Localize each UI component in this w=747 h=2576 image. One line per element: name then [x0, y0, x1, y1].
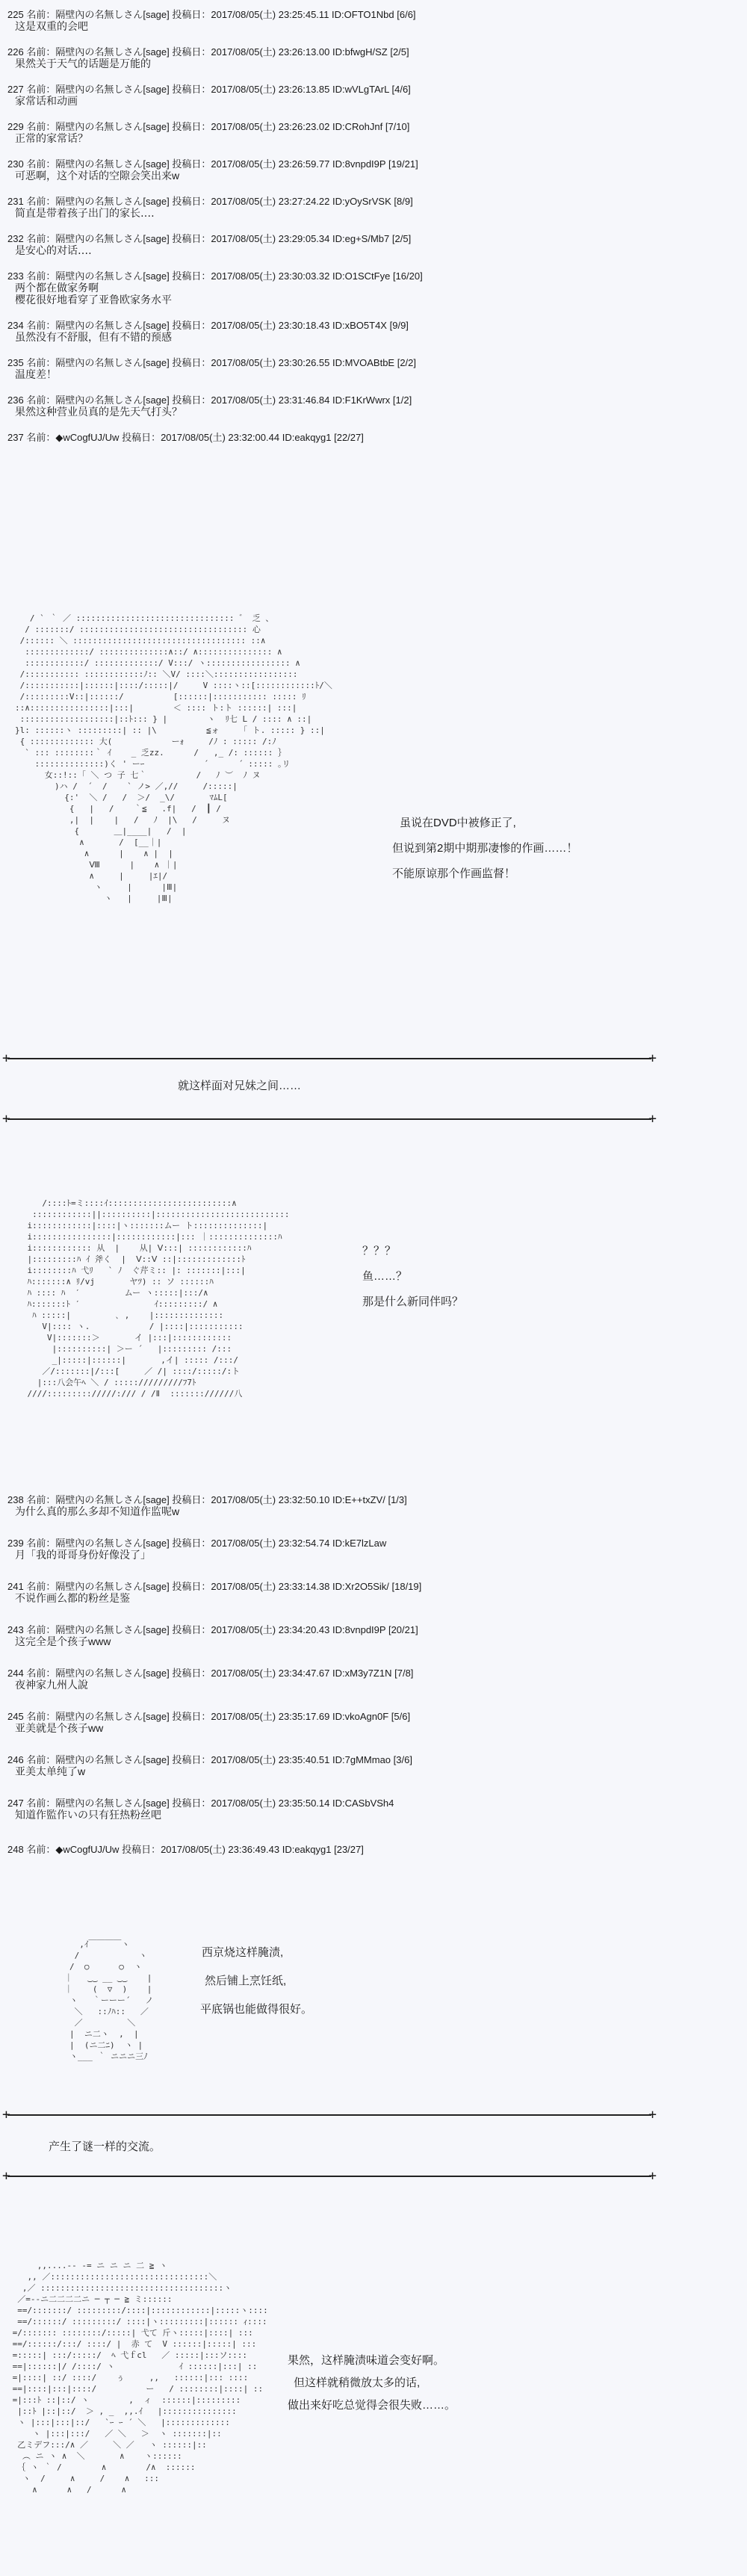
ascii-art-character: / ` ｀ ／ :::::::::::::::::::::::::::::::: ゛ 乏 、 / :::::::/ :::::::::::::::::::::::::::::::::: 心 /:::::: ＼ ::::::::::::::::::::::::::::::::::: ::∧ :::::::::::::/ ::::::::::::::∧::/ ∧::::::::::::::: ∧ ::::::::::::/ :::::::::::::/ V:::/ ヽ::::::::::::::::: ∧ /::::::::::: ::::::::::::ﾉ:: ＼V/ ::::＼::::::::::::::::: /:::::::::::|::::::|::::/:::::|/ V ::::ヽ::[::::::::::::ﾄ/＼ /:::::::::V::|::::::/ [::::::|::::::::::: ::::: ﾘ ::∧::::::::::::::::|:::| ＜ :::: ト:ト ::::::| :::| :::::::::::::::::::|::ﾄ::: } | ヽ ﾘ七 L / :::: ∧ ::| }l: ::::::ヽ :::::::::| :: |\ ≦ォ 「 ト. ::::: } ::| { ::::::::::::: 大( ーｫ /ﾉ : ::::: /:ﾉ ` ::: ::::::::｀ ｲ _ 乏zz. / ,_ /: :::::: ｝ ::::::::::::::)く ' ーｰ ´ ´ ::::: ｡リ 女::!::「 ＼ つ 子 七｀ / ﾉ ︶ ﾉ ヌ )ハ / ´ / ` ノ> ／,// /:::::| {:' ＼ / / ＞/ _\/ ﾏﾑL[ { | / ｀≦ .f| / ┃ / ,| | | / ﾉ |\ / ヌ { ＿|____| / | ∧ / [__｜| ∧ | ∧ | | Ⅷ | ∧ ｜| ∧ | |ｴ|/ ヽ | |Ⅲ| ヽ | |Ⅲ| [15, 613, 332, 903]
narration: 就这样面对兄妹之间…… [178, 1080, 302, 1092]
comment [7, 158, 418, 182]
comment [7, 1711, 410, 1734]
dialogue-line: 那是什么新同伴吗？ [362, 1295, 464, 1308]
poster-id[interactable]: ID:CASbVSh4 [332, 1798, 394, 1809]
dialogue-line: 西京烧这样腌渍, [202, 1946, 284, 1959]
post-count: [18/19] [391, 1581, 422, 1592]
poster-name[interactable]: 名前：隔壁內の名無しさん[sage] [26, 1538, 170, 1549]
comment [7, 233, 411, 256]
poster-id[interactable]: ID:Xr2O5Sik/ [332, 1581, 389, 1592]
comment-body: 亚美太单纯了w [15, 1765, 86, 1777]
poster-name[interactable]: 名前：隔壁內の名無しさん[sage] [26, 1494, 170, 1505]
post-number[interactable]: 234 [7, 320, 24, 331]
post-date: 投稿日：2017/08/05(土) 23:30:26.55 [172, 357, 330, 368]
post-number[interactable]: 225 [7, 9, 24, 20]
scene-divider [7, 2176, 651, 2177]
post-count: [7/10] [385, 121, 410, 132]
poster-id[interactable]: ID:kE7lzLaw [332, 1538, 387, 1549]
post-count: [2/5] [391, 233, 412, 244]
post-number[interactable]: 235 [7, 357, 24, 368]
comment [7, 1668, 413, 1691]
comment-header [7, 394, 412, 406]
comment-header [7, 1624, 418, 1635]
comment-header [7, 1581, 421, 1592]
post-count: [2/2] [397, 357, 417, 368]
post-count: [20/21] [388, 1624, 418, 1635]
post-number[interactable]: 229 [7, 121, 24, 132]
comment-header [7, 432, 364, 443]
comment-header [7, 1754, 412, 1765]
comment-header [7, 46, 409, 58]
post-number[interactable]: 241 [7, 1581, 24, 1592]
comment-body: 夜神家九州人說 [15, 1679, 88, 1691]
post-date: 投稿日：2017/08/05(土) 23:26:13.85 [172, 84, 330, 95]
dialogue [288, 2350, 456, 2417]
comment-header [7, 233, 411, 244]
poster-name[interactable]: 名前：隔壁內の名無しさん[sage] [26, 270, 170, 282]
scene-divider [7, 2114, 651, 2116]
post-date: 投稿日：2017/08/05(土) 23:26:13.00 [172, 46, 330, 58]
poster-id[interactable]: ID:E++txZV/ [332, 1494, 385, 1505]
post-date: 投稿日：2017/08/05(土) 23:35:17.69 [172, 1711, 330, 1722]
comment-body: 可恶啊，这个对话的空隙会笑出来w [15, 170, 180, 182]
ascii-art-character: ,,....-‐ ‐= ニ ニ ニ 二 ≧ ヽ ,, ／::::::::::::::::::::::::::::::::＼ ,／ :::::::::::::::::::::::::::::::::::::ヽ ／=‐‐ニ二二二二ニ ─ ┬ ─ ≧ ミ:::::: ==/:::::::/ :::::::::/::::|::::::::::::|:::::ヽ:::: ==/::::::/ :::::::::/ ::::|ヽ:::::::::|:::::: ｨ:::: =/::::::: ::::::::/:::::| 弋て 斤ヽ:::::|::::| ::: ==/::::::/:::/ ::::/ | 赤 て V ::::::|:::::| ::: =:::::| :::/:::::/ ﾍ 弋ｆcl ／ :::::|:::ソ:::: ==|::::::|/ /::::/ ヽ ｲ ::::::|:::| :: =|::::| ::/ ::::/ ぅ ,, ::::::|::: :::: ==|::::|:::|::::/ ー / ::::::::|::::| :: =|:::ﾄ ::|::/ ヽ , ィ ::::::|::::::::: |::ﾄ |::|::/ ＞ , _ ,,.ｲ |::::::::::::::: ヽ |:::|:::|::/ `ｰ ｰ ´ ＼ |::::::::::::: ヽ |:::|:::/ ／ ＼ ＞ ヽ :::::::|:: 乙ミデフ:::/∧ ／ ＼ ／ ヽ ::::::|:: ︵ ニ ヽ ∧ ＼ ∧ ヽ:::::: ｛ ヽ ｀ / ∧ /∧ :::::: ヽ / ∧ / ∧ ::: ∧ ∧ / ∧ [12, 2261, 268, 2495]
comment-body: 果然关于天气的话题是万能的 [15, 58, 151, 69]
comment [7, 46, 409, 69]
comment-body: 这是双重的会吧 [15, 20, 88, 32]
comment-header [7, 1844, 364, 1855]
dialogue-line: 做出来好吃总觉得会很失败……。 [288, 2399, 456, 2412]
comment [7, 1798, 394, 1821]
post-date: 投稿日：2017/08/05(土) 23:36:49.43 [122, 1844, 280, 1855]
poster-name[interactable]: 名前：隔壁內の名無しさん[sage] [26, 320, 170, 331]
poster-id[interactable]: ID:OFTO1Nbd [332, 9, 394, 20]
post-number[interactable]: 248 [7, 1844, 24, 1855]
post-number[interactable]: 237 [7, 432, 24, 443]
comment [7, 1754, 412, 1777]
comment [7, 394, 412, 418]
comment-header [7, 270, 423, 282]
post-count: [4/6] [391, 84, 411, 95]
post-number[interactable]: 233 [7, 270, 24, 282]
poster-id[interactable]: ID:CRohJnf [332, 121, 383, 132]
post-number[interactable]: 226 [7, 46, 24, 58]
post-count: [16/20] [392, 270, 423, 282]
post-count: [8/9] [394, 196, 413, 207]
comment-header [7, 357, 416, 368]
post-number[interactable]: 238 [7, 1494, 24, 1505]
comment-header [7, 9, 416, 20]
dialogue-line: 平底锅也能做得很好。 [200, 2003, 313, 2016]
poster-id[interactable]: ID:O1SCtFye [332, 270, 391, 282]
comment [7, 357, 416, 380]
poster-id[interactable]: ID:eakqyg1 [282, 1844, 332, 1855]
post-date: 投稿日：2017/08/05(土) 23:33:14.38 [172, 1581, 330, 1592]
post-date: 投稿日：2017/08/05(土) 23:26:23.02 [172, 121, 330, 132]
post-number[interactable]: 247 [7, 1798, 24, 1809]
post-count: [1/2] [392, 394, 412, 406]
dialogue-line: 虽说在DVD中被修正了, [400, 817, 516, 829]
comment [7, 121, 409, 144]
post-count: [23/27] [334, 1844, 364, 1855]
comment [7, 196, 413, 219]
poster-name[interactable]: 名前：隔壁內の名無しさん[sage] [26, 394, 170, 406]
dialogue-line: ？？？ [362, 1245, 397, 1257]
poster-name[interactable]: 名前：隔壁內の名無しさん[sage] [26, 1798, 170, 1809]
comment-body: 这完全是个孩子www [15, 1635, 111, 1647]
narration: 产生了谜一样的交流。 [49, 2140, 161, 2153]
comment-body: 不说作画么都的粉丝是鉴 [15, 1592, 130, 1604]
comment [7, 320, 409, 343]
poster-id[interactable]: ID:eakqyg1 [282, 432, 332, 443]
poster-name[interactable]: 名前：隔壁內の名無しさん[sage] [26, 1668, 170, 1679]
poster-name[interactable]: 名前：隔壁內の名無しさん[sage] [26, 1581, 170, 1592]
post-date: 投稿日：2017/08/05(土) 23:32:00.44 [122, 432, 280, 443]
poster-id[interactable]: ID:yOySrVSK [332, 196, 391, 207]
dialogue-line: 然后铺上烹饪纸, [205, 1975, 287, 1987]
poster-name[interactable]: 名前：隔壁內の名無しさん[sage] [26, 233, 170, 244]
poster-name[interactable]: 名前：隔壁內の名無しさん[sage] [26, 1711, 170, 1722]
comment-body: 正常的家常话？ [15, 132, 88, 144]
poster-id[interactable]: ID:8vnpdI9P [332, 1624, 386, 1635]
post-date: 投稿日：2017/08/05(土) 23:35:50.14 [172, 1798, 330, 1809]
poster-name[interactable]: 名前：隔壁內の名無しさん[sage] [26, 1754, 170, 1765]
post-number[interactable]: 246 [7, 1754, 24, 1765]
poster-name[interactable]: 名前：隔壁內の名無しさん[sage] [26, 121, 170, 132]
post-number[interactable]: 231 [7, 196, 24, 207]
poster-id[interactable]: ID:vkoAgn0F [332, 1711, 389, 1722]
post-date: 投稿日：2017/08/05(土) 23:31:46.84 [172, 394, 330, 406]
post-date: 投稿日：2017/08/05(土) 23:30:18.43 [172, 320, 330, 331]
post-date: 投稿日：2017/08/05(土) 23:26:59.77 [172, 158, 330, 170]
dialogue-line: 不能原谅那个作画监督！ [392, 867, 516, 880]
comment-body: 知道作監作いの只有狂热粉丝吧 [15, 1809, 161, 1821]
dialogue-line: 但说到第2期中期那凄惨的作画……！ [392, 842, 578, 855]
post-date: 投稿日：2017/08/05(土) 23:29:05.34 [172, 233, 330, 244]
post-number[interactable]: 230 [7, 158, 24, 170]
scene-divider [7, 1118, 651, 1120]
scene-divider [7, 1058, 651, 1059]
post-count: [6/6] [397, 9, 416, 20]
poster-name[interactable]: 名前：隔壁內の名無しさん[sage] [26, 158, 170, 170]
poster-id[interactable]: ID:F1KrWwrx [332, 394, 391, 406]
comment-header [7, 1798, 394, 1809]
author-post-header [7, 1844, 364, 1855]
post-count: [7/8] [394, 1668, 414, 1679]
poster-name[interactable]: 名前：隔壁內の名無しさん[sage] [26, 357, 170, 368]
poster-name[interactable]: 名前：◆wCogfUJ/Uw [26, 432, 120, 443]
comment-header [7, 1711, 410, 1722]
post-date: 投稿日：2017/08/05(土) 23:34:20.43 [172, 1624, 330, 1635]
poster-id[interactable]: ID:wVLgTArL [332, 84, 389, 95]
comment-header [7, 84, 411, 95]
poster-name[interactable]: 名前：◆wCogfUJ/Uw [26, 1844, 120, 1855]
post-number[interactable]: 227 [7, 84, 24, 95]
poster-id[interactable]: ID:7gMMmao [332, 1754, 391, 1765]
comment-body: 简直是带着孩子出门的家长‥‥ [15, 207, 155, 219]
comment-body: 虽然没有不舒服，但有不错的预感 [15, 331, 172, 343]
post-number[interactable]: 243 [7, 1624, 24, 1635]
ascii-art-character: ,ｲ￣￣￣￣ヽ / ヽ / ○ ○ ヽ ｜ ‿‿ __ ‿‿ | ｜ ( ▽ ) | ヽ ｀ーーー´ ノ ＼ ::ﾉﾊ:: ／ ／ ＼ | ニ二ヽ , | | (ニ二ﾆ) ヽ | ヽ___ ｀ ニニニ三ﾉ [64, 1939, 154, 2061]
comment [7, 9, 416, 32]
comment-header [7, 158, 418, 170]
post-count: [19/21] [388, 158, 418, 170]
comment-body: 为什么真的那么多却不知道作监呢w [15, 1505, 180, 1517]
post-date: 投稿日：2017/08/05(土) 23:30:03.32 [172, 270, 330, 282]
comment-body: 家常话和动画 [15, 95, 78, 107]
poster-id[interactable]: ID:bfwgH/SZ [332, 46, 388, 58]
comment-header [7, 1538, 386, 1549]
comment [7, 1494, 407, 1517]
poster-id[interactable]: ID:8vnpdI9P [332, 158, 386, 170]
comment [7, 1624, 418, 1647]
post-count: [22/27] [334, 432, 364, 443]
dialogue-line: 但这样就稍微放太多的话, [294, 2377, 421, 2389]
post-date: 投稿日：2017/08/05(土) 23:35:40.51 [172, 1754, 330, 1765]
comment-header [7, 121, 409, 132]
comment-body: 两个都在做家务啊 [15, 282, 99, 294]
post-number[interactable]: 232 [7, 233, 24, 244]
comment-body: 是安心的对话‥‥ [15, 244, 92, 256]
post-count: [2/5] [390, 46, 409, 58]
comment-body: 亚美就是个孩子ww [15, 1722, 104, 1734]
poster-id[interactable]: ID:xM3y7Z1N [332, 1668, 392, 1679]
comment-body: 温度差！ [15, 368, 57, 380]
dialogue-line: 果然，这样腌渍味道会变好啊。 [288, 2354, 445, 2367]
post-number[interactable]: 245 [7, 1711, 24, 1722]
comment-header [7, 1494, 407, 1505]
dialogue-line: 鱼……？ [362, 1270, 408, 1283]
post-count: [1/3] [388, 1494, 407, 1505]
post-date: 投稿日：2017/08/05(土) 23:34:47.67 [172, 1668, 330, 1679]
dialogue [362, 1239, 463, 1315]
poster-id[interactable]: ID:MVOABtbE [332, 357, 395, 368]
post-count: [9/9] [389, 320, 409, 331]
dialogue [202, 1939, 312, 2024]
poster-id[interactable]: ID:eg+S/Mb7 [332, 233, 390, 244]
post-number[interactable]: 244 [7, 1668, 24, 1679]
author-post-header [7, 432, 364, 443]
comment [7, 270, 423, 306]
ascii-art-character: /::::ﾄ=ミ::::ｲ:::::::::::::::::::::::::∧ ::::::::::::||::::::::::|::::::::::::::::::::::::::: i::::::::::::|::::|ヽ:::::::ムー ト::::::::::::::| i::::::::::::::::|::::::::::::|::: ｜::::::::::::::ﾊ i:::::::::::: 从 | 从| Ⅴ:::| ::::::::::::ﾊ |:::::::::ﾊ ｲ 斧く | Ⅴ::Ⅴ ::|:::::::::::::ﾄ i::::::::ﾊ 弋ﾘ ` ﾉ ぐ芹ミ:: |: :::::::|:::| ﾊ:::::::∧ ﾘ/vj ヤﾂ) :: ソ ::::::ﾊ ﾊ :::: ﾊ ′ ムー ヽ:::::|:::/∧ ﾊ:::::::ﾄ ′ ｲ:::::::::/ ∧ ﾊ :::::| ､ , |:::::::::::::: V|:::: ヽ. / |::::|::::::::::: V|:::::::＞ イ |:::|:::::::::::: |::::::::::| ＞ー ´ |::::::::: /::: _|:::::|::::::| ,イ| ::::: /:::/ ／/:::::::|/:::[ ／ /| ::::/:::::/:ト |:::八会午ﾍ ＼ / ::::://///////ﾌ7ﾄ ////::::::::://///:/// / /Ⅱ ::::::://////八 [27, 1198, 290, 1399]
comment-body: 果然这种营业员真的是先天气打头？ [15, 406, 182, 418]
post-number[interactable]: 236 [7, 394, 24, 406]
post-date: 投稿日：2017/08/05(土) 23:32:54.74 [172, 1538, 330, 1549]
comment-body: 樱花很好地看穿了亚鲁欧家务水平 [15, 294, 172, 306]
comment-header [7, 196, 413, 207]
post-count: [3/6] [393, 1754, 412, 1765]
comment-header [7, 1668, 413, 1679]
comment-header [7, 320, 409, 331]
poster-id[interactable]: ID:xBO5T4X [332, 320, 387, 331]
post-count: [5/6] [391, 1711, 411, 1722]
comment [7, 1581, 421, 1604]
post-date: 投稿日：2017/08/05(土) 23:32:50.10 [172, 1494, 330, 1505]
post-number[interactable]: 239 [7, 1538, 24, 1549]
poster-name[interactable]: 名前：隔壁內の名無しさん[sage] [26, 84, 170, 95]
post-date: 投稿日：2017/08/05(土) 23:25:45.11 [172, 9, 329, 20]
comment [7, 1538, 386, 1561]
dialogue [392, 811, 578, 887]
poster-name[interactable]: 名前：隔壁內の名無しさん[sage] [26, 196, 170, 207]
comment [7, 84, 411, 107]
poster-name[interactable]: 名前：隔壁內の名無しさん[sage] [26, 9, 170, 20]
post-date: 投稿日：2017/08/05(土) 23:27:24.22 [172, 196, 330, 207]
comment-body: 月「我的哥哥身份好像没了」 [15, 1549, 151, 1561]
poster-name[interactable]: 名前：隔壁內の名無しさん[sage] [26, 46, 170, 58]
poster-name[interactable]: 名前：隔壁內の名無しさん[sage] [26, 1624, 170, 1635]
